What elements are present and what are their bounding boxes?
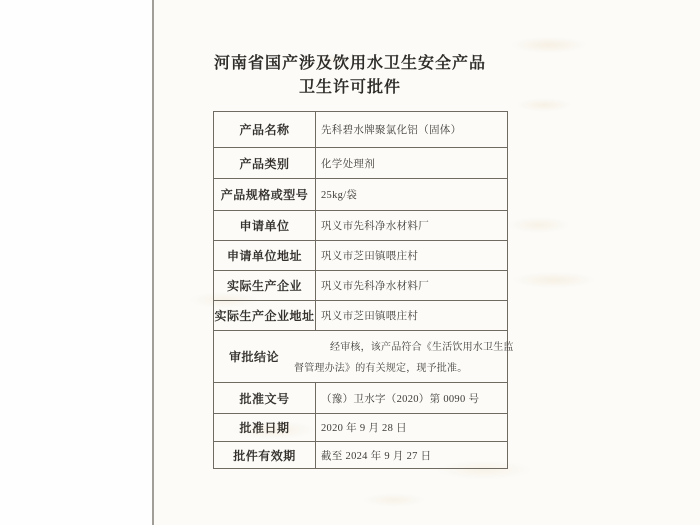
row-value: 巩义市芝田镇喂庄村 — [321, 251, 419, 262]
row-value: （豫）卫水字（2020）第 0090 号 — [321, 393, 480, 405]
row-label: 申请单位 — [214, 211, 316, 240]
license-table — [213, 111, 514, 469]
row-value: 化学处理剂 — [321, 158, 375, 170]
table-row-product-category — [214, 148, 507, 179]
document-title — [205, 52, 495, 100]
row-label: 批件有效期 — [214, 442, 316, 468]
conclusion-line2: 督管理办法》的有关规定，现予批准。 — [294, 363, 468, 374]
page-edge-line — [152, 0, 154, 525]
table-row-validity-period — [214, 442, 507, 468]
table-row-applicant — [214, 211, 507, 241]
row-label: 申请单位地址 — [214, 241, 316, 270]
row-label: 实际生产企业 — [214, 271, 316, 300]
row-value: 2020 年 9 月 28 日 — [321, 423, 407, 434]
table-row-applicant-address — [214, 241, 507, 271]
row-label: 批准文号 — [214, 383, 316, 413]
table-row-manufacturer — [214, 271, 507, 301]
row-value: 截至 2024 年 9 月 27 日 — [321, 450, 432, 462]
row-label: 实际生产企业地址 — [214, 301, 316, 330]
table-row-approval-conclusion — [214, 331, 514, 383]
document-title-line2: 卫生许可批件 — [298, 79, 401, 96]
row-label: 产品类别 — [214, 148, 316, 178]
row-value: 巩义市先科净水材料厂 — [321, 221, 429, 232]
row-label: 产品规格或型号 — [214, 179, 316, 210]
document-title-line1: 河南省国产涉及饮用水卫生安全产品 — [213, 55, 486, 72]
row-label: 批准日期 — [214, 414, 316, 441]
row-value: 巩义市芝田镇喂庄村 — [321, 311, 419, 322]
row-value: 巩义市先科净水材料厂 — [321, 281, 429, 292]
row-label: 产品名称 — [214, 112, 316, 147]
table-row-approval-number — [214, 383, 507, 414]
table-row-manufacturer-address — [214, 301, 507, 331]
row-value: 25kg/袋 — [321, 190, 358, 201]
row-value — [294, 337, 514, 379]
table-row-approval-date — [214, 414, 507, 442]
conclusion-line1: 经审核，该产品符合《生活饮用水卫生监 — [330, 342, 514, 353]
table-row-product-spec — [214, 179, 507, 211]
row-label: 审批结论 — [228, 350, 279, 364]
row-value: 先科碧水牌聚氯化铝（固体） — [321, 125, 462, 136]
table-row-product-name — [214, 112, 507, 148]
